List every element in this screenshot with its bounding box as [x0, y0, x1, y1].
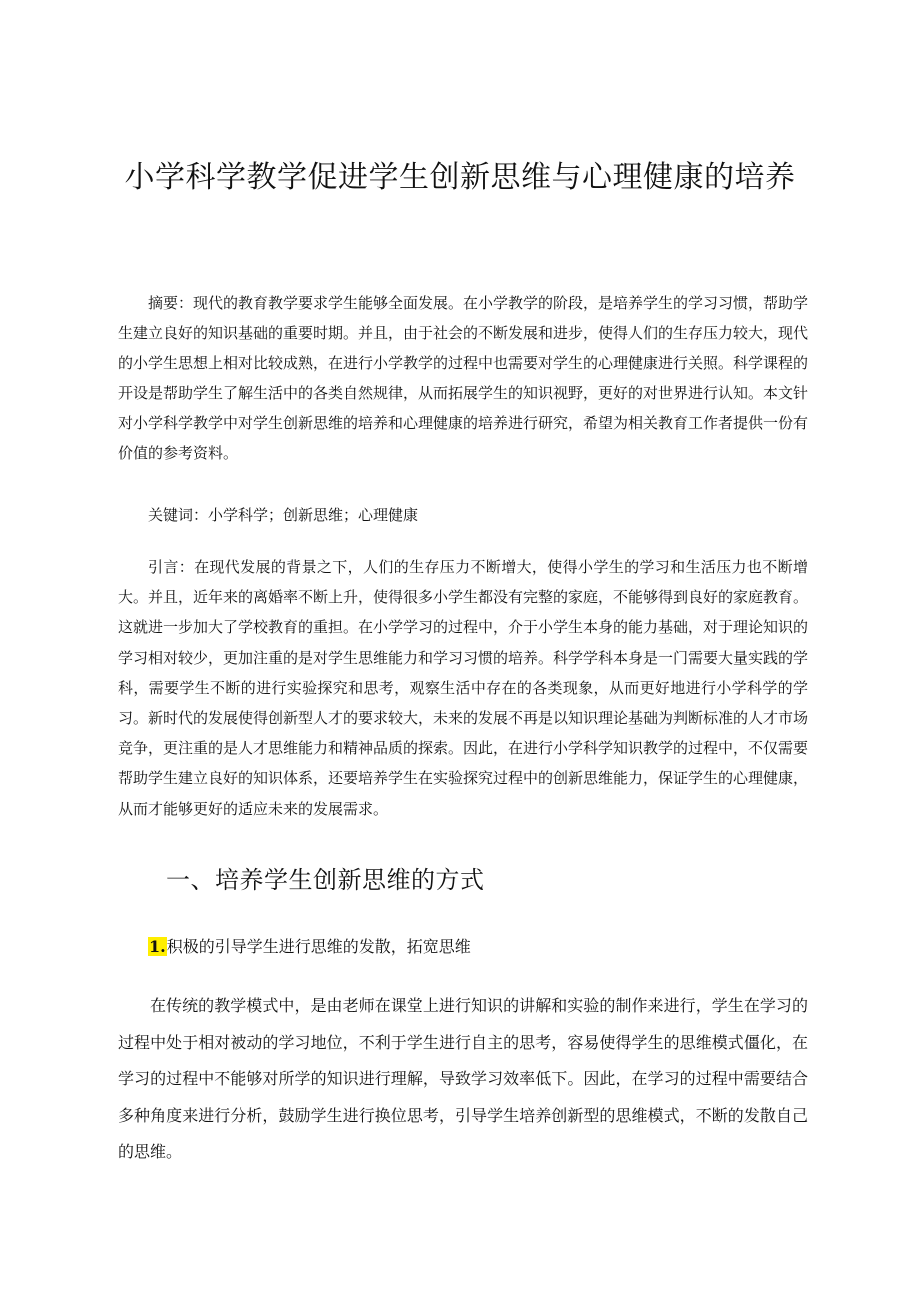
subsection-heading-1-1 [148, 932, 471, 962]
subsection-body-paragraph: 在传统的教学模式中，是由老师在课堂上进行知识的讲解和实验的制作来进行，学生在学习的过程中处于相对被动的学习地位，不利于学生进行自主的思考，容易使得学生的思维模式僵化，在学习的过程中不能够对所学的知识进行理解，导致学习效率低下。因此，在学习的过程中需要结合多种角度来进行分析，鼓励学生进行换位思考，引导学生培养创新型的思维模式，不断的发散自己的思维。 [118, 996, 808, 1161]
subsection-number-highlight: 1. [149, 937, 166, 956]
document-title: 小学科学教学促进学生创新思维与心理健康的培养 [124, 160, 796, 195]
subsection-heading-text: 积极的引导学生进行思维的发散，拓宽思维 [166, 937, 471, 956]
section-heading-1: 一、培养学生创新思维的方式 [166, 866, 485, 894]
abstract-paragraph: 摘要：现代的教育教学要求学生能够全面发展。在小学教学的阶段，是培养学生的学习习惯，帮助学生建立良好的知识基础的重要时期。并且，由于社会的不断发展和进步，使得人们的生存压力较大，现代的小学生思想上相对比较成熟，在进行小学教学的过程中也需要对学生的心理健康进行关照。科学课程的开设是帮助学生了解生活中的各类自然规律，从而拓展学生的知识视野，更好的对世界进行认知。本文针对小学科学教学中对学生创新思维的培养和心理健康的培养进行研究，希望为相关教育工作者提供一份有价值的参考资料。 [118, 294, 809, 462]
keywords-line: 关键词：小学科学；创新思维；心理健康 [148, 506, 419, 524]
intro-paragraph: 引言：在现代发展的背景之下，人们的生存压力不断增大，使得小学生的学习和生活压力也不断增大。并且，近年来的离婚率不断上升，使得很多小学生都没有完整的家庭，不能够得到良好的家庭教育。这就进一步加大了学校教育的重担。在小学学习的过程中，介于小学生本身的能力基础，对于理论知识的学习相对较少，更加注重的是对学生思维能力和学习习惯的培养。科学学科本身是一门需要大量实践的学科，需要学生不断的进行实验探究和思考，观察生活中存在的各类现象，从而更好地进行小学科学的学习。新时代的发展使得创新型人才的要求较大，未来的发展不再是以知识理论基础为判断标准的人才市场竞争，更注重的是人才思维能力和精神品质的探索。因此，在进行小学科学知识教学的过程中，不仅需要帮助学生建立良好的知识体系，还要培养学生在实验探究过程中的创新思维能力，保证学生的心理健康，从而才能够更好的适应未来的发展需求。 [118, 558, 809, 818]
